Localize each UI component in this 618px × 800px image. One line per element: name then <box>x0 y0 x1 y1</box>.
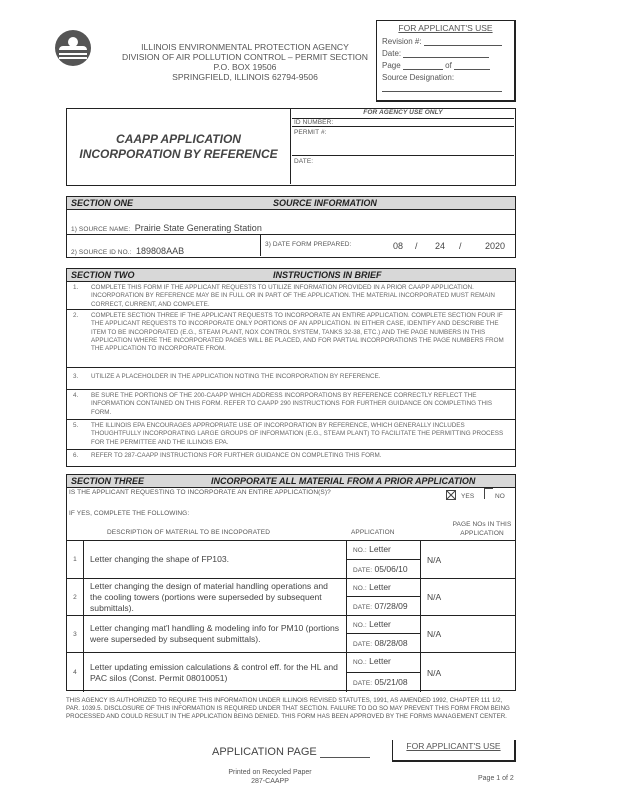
app-date-label: DATE: <box>353 604 373 611</box>
app-date-value[interactable]: 05/21/08 <box>374 676 408 687</box>
source-id-value[interactable]: 189808AAB <box>136 246 185 256</box>
section-three-label: SECTION THREE <box>71 476 145 486</box>
of-label: of <box>445 61 452 70</box>
yes-label: YES <box>461 493 475 500</box>
column-application: APPLICATION <box>351 529 395 536</box>
source-name-value[interactable]: Prairie State Generating Station <box>134 223 262 233</box>
agency-city: SPRINGFIELD, ILLINOIS 62794-9506 <box>172 72 318 82</box>
material-description[interactable]: Letter changing mat'l handling & modeling info for PM10 (portions were superseded by subsequent submittals). <box>90 623 340 644</box>
form-number: 287-CAAPP <box>251 778 289 785</box>
application-page-label <box>212 746 370 758</box>
footer-applicant-title: FOR APPLICANT'S USE <box>406 741 501 751</box>
instruction-item <box>67 310 515 368</box>
app-date-label: DATE: <box>353 679 373 687</box>
instruction-number: 5. <box>73 422 79 429</box>
page-field[interactable] <box>403 62 443 70</box>
app-no-label: NO.: <box>353 547 367 554</box>
no-label: NO <box>495 493 505 500</box>
source-id-label: 2) SOURCE ID NO.: <box>71 249 132 256</box>
section-one <box>66 196 516 258</box>
page-total-field[interactable] <box>454 62 490 70</box>
no-checkbox[interactable] <box>484 488 493 499</box>
page-numbers-value[interactable]: N/A <box>427 667 442 678</box>
agency-pobox: P.O. BOX 19506 <box>213 62 277 72</box>
instruction-text: REFER TO 287-CAAPP INSTRUCTIONS FOR FURTHER GUIDANCE ON COMPLETING THIS FORM. <box>91 452 382 459</box>
row-number: 4 <box>67 653 84 692</box>
instruction-item <box>67 420 515 450</box>
app-no-label: NO.: <box>353 585 367 592</box>
footer-applicant-box <box>392 740 516 762</box>
page-numbers-value[interactable]: N/A <box>427 629 442 639</box>
entire-application-question: IS THE APPLICANT REQUESTING TO INCORPORATE AN ENTIRE APPLICATION(S)? <box>69 489 331 496</box>
agency-header <box>110 42 380 82</box>
section-two-label: SECTION TWO <box>71 270 135 280</box>
column-page-numbers: PAGE NOs IN THIS APPLICATION <box>452 521 512 537</box>
section-three-title: INCORPORATE ALL MATERIAL FROM A PRIOR APPLICATION <box>211 476 476 486</box>
source-designation-field[interactable] <box>382 84 502 92</box>
section-two <box>66 268 516 467</box>
agency-division: DIVISION OF AIR POLLUTION CONTROL – PERMIT SECTION <box>122 52 368 62</box>
instruction-number: 4. <box>73 392 79 399</box>
if-yes-instruction: IF YES, COMPLETE THE FOLLOWING: <box>69 510 190 517</box>
date-label: Date: <box>382 49 402 58</box>
section-three <box>66 474 516 691</box>
app-no-value[interactable]: Letter <box>369 656 391 666</box>
app-no-value[interactable]: Letter <box>369 544 391 554</box>
instruction-item <box>67 390 515 420</box>
instruction-item <box>67 368 515 390</box>
instruction-number: 2. <box>73 312 79 319</box>
legal-notice: THIS AGENCY IS AUTHORIZED TO REQUIRE THIS INFORMATION UNDER ILLINOIS REVISED STATUTES, 1991, AS AMENDED 1992, CHAPTER 111 1/2, PAR. 1039.5. DISCLOSURE OF THIS INFORMATION IS REQUIRED UNDER THAT SECTION. FAILURE TO DO SO MAY PREVENT THIS FORM FROM BEING PROCESSED AND COULD RESULT IN THE APPLICATION BEING DENIED. THIS FORM HAS BEEN APPROVED BY THE FORMS MANAGEMENT CENTER. <box>66 697 510 720</box>
source-designation-label: Source Designation: <box>382 73 455 82</box>
app-date-label: DATE: <box>353 641 373 648</box>
printed-note <box>220 768 320 786</box>
permit-label: PERMIT #: <box>292 127 514 156</box>
agency-date-label: DATE: <box>294 158 314 165</box>
page-label: Page <box>382 61 401 70</box>
instruction-text: COMPLETE SECTION THREE IF THE APPLICANT REQUESTS TO INCORPORATE AN ENTIRE APPLICATION. COMPLETE SECTION FOUR IF THE APPLICANT REQUESTS TO INCORPORATE ONLY PORTIONS OF AN APPLICATION. IN EITHER CASE, IDENTIFY AND DESCRIBE THE ITEM TO BE INCORPORATED (E.G., STEAM PLANT, NOX CONTROL SYSTEM, TANKS 32-38, ETC.) AND THE PAGE NUMBERS IN THIS APPLICATION WHERE THE INCORPORATED PAGES WILL BE PLACED, AND FOR PARTIAL INCORPORATIONS THE PAGE NUMBERS FROM THE APPLICATION TO INCORPORATE FROM. <box>91 312 504 353</box>
row-number: 1 <box>67 541 84 578</box>
section-one-label: SECTION ONE <box>71 198 134 208</box>
yes-checkbox[interactable] <box>446 490 456 500</box>
date-field[interactable] <box>403 50 489 58</box>
section-two-title: INSTRUCTIONS IN BRIEF <box>273 270 382 280</box>
app-date-value[interactable]: 05/06/10 <box>374 563 408 574</box>
instruction-item <box>67 282 515 310</box>
app-date-value[interactable]: 07/28/09 <box>374 601 408 611</box>
date-year[interactable]: 2020 <box>485 241 506 251</box>
section-one-title: SOURCE INFORMATION <box>273 198 377 208</box>
column-description: DESCRIPTION OF MATERIAL TO BE INCOPORATED <box>107 529 271 536</box>
row-number: 2 <box>67 579 84 615</box>
agency-name: ILLINOIS ENVIRONMENTAL PROTECTION AGENCY <box>141 42 349 52</box>
material-row <box>67 579 515 616</box>
agency-use-box <box>292 109 514 184</box>
form-title-line1: CAAPP APPLICATION <box>116 131 241 146</box>
revision-field[interactable] <box>424 38 502 46</box>
material-row <box>67 653 515 692</box>
checkmark-x-icon <box>447 491 455 499</box>
instruction-number: 3. <box>73 373 79 380</box>
material-description[interactable]: Letter changing the shape of FP103. <box>90 554 230 564</box>
page-numbers-value[interactable]: N/A <box>427 554 442 565</box>
app-no-value[interactable]: Letter <box>369 582 391 592</box>
date-separator: / <box>415 241 418 251</box>
instruction-number: 6. <box>73 452 79 459</box>
row-number: 3 <box>67 616 84 652</box>
app-no-label: NO.: <box>353 622 367 629</box>
form-title-line2: INCORPORATION BY REFERENCE <box>79 146 278 161</box>
instruction-item <box>67 450 515 466</box>
material-description[interactable]: Letter changing the design of material handling operations and the cooling towers (portions were superseded by subsequent submittals). <box>90 580 328 613</box>
instruction-number: 1. <box>73 284 79 291</box>
app-date-label: DATE: <box>353 566 373 574</box>
revision-label: Revision #: <box>382 37 422 46</box>
page-number: Page 1 of 2 <box>478 775 514 782</box>
date-month[interactable]: 08 <box>393 241 404 251</box>
app-date-value[interactable]: 08/28/08 <box>374 638 408 648</box>
date-separator: / <box>459 241 462 251</box>
application-page-text: APPLICATION PAGE <box>212 746 317 758</box>
app-no-value[interactable]: Letter <box>369 619 391 629</box>
instruction-text: COMPLETE THIS FORM IF THE APPLICANT REQUESTS TO UTILIZE INFORMATION PROVIDED IN A PRIOR CAAPP APPLICATION. INCORPORATION BY REFERENCE MAY BE IN FULL OR IN PART OF THE APPLICATION. THE MATERIAL INCORPORATED MUST REMAIN CORRECT, CURRENT, AND COMPLETE. <box>91 284 495 308</box>
instruction-text: THE ILLINOIS EPA ENCOURAGES APPROPRIATE USE OF INCORPORATION BY REFERENCE, WHICH GENERALLY INCLUDES THOUGHTFULLY INCORPORATING LARGE GROUPS OF INFORMATION (E.G., STEAM PLANT) TO FACILITATE THE PERMITTING PROCESS FOR THE PERMITTEE AND THE ILLINOIS EPA. <box>91 422 504 446</box>
printed-on-recycled: Printed on Recycled Paper <box>228 769 312 776</box>
material-description[interactable]: Letter updating emission calculations & control eff. for the HL and PAC silos (Const. Permit 08010051) <box>90 661 338 683</box>
date-day[interactable]: 24 <box>435 241 446 251</box>
instruction-text: BE SURE THE PORTIONS OF THE 200-CAAPP WHICH ADDRESS INCORPORATIONS BY REFERENCE CORRECTLY REFLECT THE INFORMATION CONTAINED ON THIS FORM. REFER TO CAAPP 290 INSTRUCTIONS FOR FURTHER GUIDANCE ON COMPLETING THIS FORM. <box>91 392 493 416</box>
instruction-text: UTILIZE A PLACEHOLDER IN THE APPLICATION NOTING THE INCORPORATION BY REFERENCE. <box>91 373 381 380</box>
agency-logo <box>55 30 91 66</box>
id-number-label: ID NUMBER: <box>292 119 514 127</box>
date-prepared-label: 3) DATE FORM PREPARED: <box>265 241 352 248</box>
applicant-use-box <box>376 20 516 102</box>
page-numbers-value[interactable]: N/A <box>427 592 442 602</box>
app-no-label: NO.: <box>353 659 367 666</box>
applicant-use-title: FOR APPLICANT'S USE <box>398 23 493 33</box>
source-name-label: 1) SOURCE NAME: <box>71 226 131 233</box>
application-page-field[interactable] <box>320 747 370 758</box>
title-box <box>66 108 516 186</box>
agency-use-title: FOR AGENCY USE ONLY <box>292 109 514 119</box>
material-row <box>67 541 515 579</box>
material-row <box>67 616 515 653</box>
